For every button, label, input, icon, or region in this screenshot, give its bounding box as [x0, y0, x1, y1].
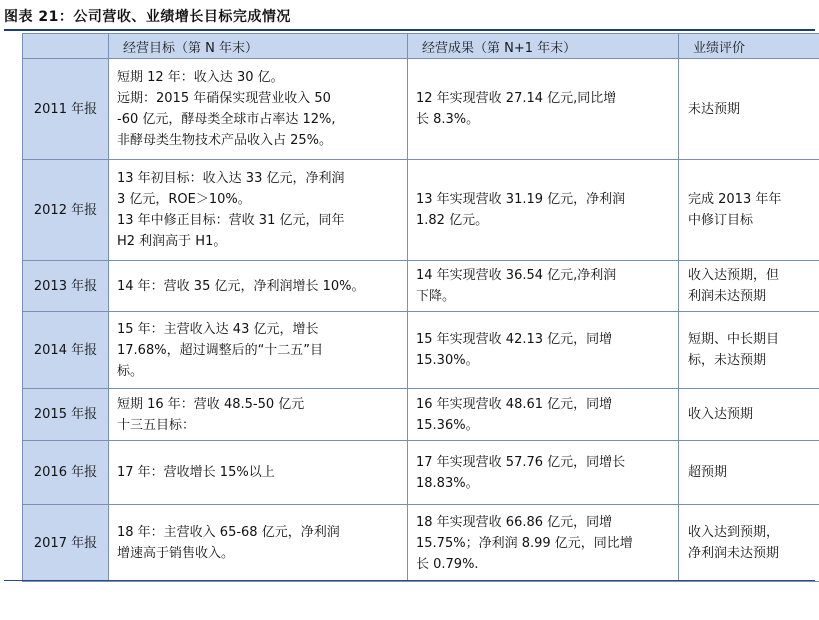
row-target: 13 年初目标：收入达 33 亿元，净利润 3 亿元，ROE＞10%。 13 年中修正目标：营收 31 亿元，同年 H2 利润高于 H1。 [109, 160, 408, 261]
table-caption: 图表 21：公司营收、业绩增长目标完成情况 [4, 9, 291, 25]
table-row [23, 312, 819, 389]
header-evaluation: 业绩评价 [679, 34, 819, 59]
row-result: 17 年实现营收 57.76 亿元，同增长 18.83%。 [408, 441, 679, 505]
row-year: 2015 年报 [23, 389, 109, 441]
table-row [23, 261, 819, 312]
header-row [23, 34, 819, 59]
row-result: 16 年实现营收 48.61 亿元，同增 15.36%。 [408, 389, 679, 441]
row-target: 17 年：营收增长 15%以上 [109, 441, 408, 505]
row-target: 18 年：主营收入 65-68 亿元，净利润 增速高于销售收入。 [109, 505, 408, 582]
row-evaluation: 收入达到预期， 净利润未达预期 [679, 505, 819, 582]
row-year: 2013 年报 [23, 261, 109, 312]
row-result: 18 年实现营收 66.86 亿元，同增 15.75%；净利润 8.99 亿元，同比增 长 0.79%. [408, 505, 679, 582]
table-row [23, 389, 819, 441]
row-target: 14 年：营收 35 亿元，净利润增长 10%。 [109, 261, 408, 312]
row-evaluation: 收入达预期，但 利润未达预期 [679, 261, 819, 312]
row-result: 13 年实现营收 31.19 亿元，净利润 1.82 亿元。 [408, 160, 679, 261]
row-year: 2017 年报 [23, 505, 109, 582]
row-evaluation: 完成 2013 年年 中修订目标 [679, 160, 819, 261]
row-result: 14 年实现营收 36.54 亿元,净利润 下降。 [408, 261, 679, 312]
bottom-rule [4, 580, 815, 581]
row-evaluation: 收入达预期 [679, 389, 819, 441]
row-evaluation: 短期、中长期目 标，未达预期 [679, 312, 819, 389]
table-row [23, 59, 819, 160]
header-year [23, 34, 109, 59]
row-year: 2012 年报 [23, 160, 109, 261]
table-row [23, 160, 819, 261]
row-evaluation: 未达预期 [679, 59, 819, 160]
row-result: 15 年实现营收 42.13 亿元，同增 15.30%。 [408, 312, 679, 389]
target-completion-table [22, 33, 819, 582]
row-target: 15 年：主营收入达 43 亿元，增长 17.68%，超过调整后的“十二五”目 标。 [109, 312, 408, 389]
row-evaluation: 超预期 [679, 441, 819, 505]
row-result: 12 年实现营收 27.14 亿元,同比增 长 8.3%。 [408, 59, 679, 160]
table-row [23, 505, 819, 582]
row-year: 2016 年报 [23, 441, 109, 505]
row-target: 短期 12 年：收入达 30 亿。 远期：2015 年硝保实现营业收入 50 -60 亿元，酵母类全球市占率达 12%, 非酵母类生物技术产品收入占 25%。 [109, 59, 408, 160]
caption-rule [4, 29, 815, 31]
row-target: 短期 16 年：营收 48.5-50 亿元 十三五目标： [109, 389, 408, 441]
row-year: 2014 年报 [23, 312, 109, 389]
header-target: 经营目标（第 N 年末） [109, 34, 408, 59]
table-row [23, 441, 819, 505]
row-year: 2011 年报 [23, 59, 109, 160]
header-result: 经营成果（第 N+1 年末） [408, 34, 679, 59]
